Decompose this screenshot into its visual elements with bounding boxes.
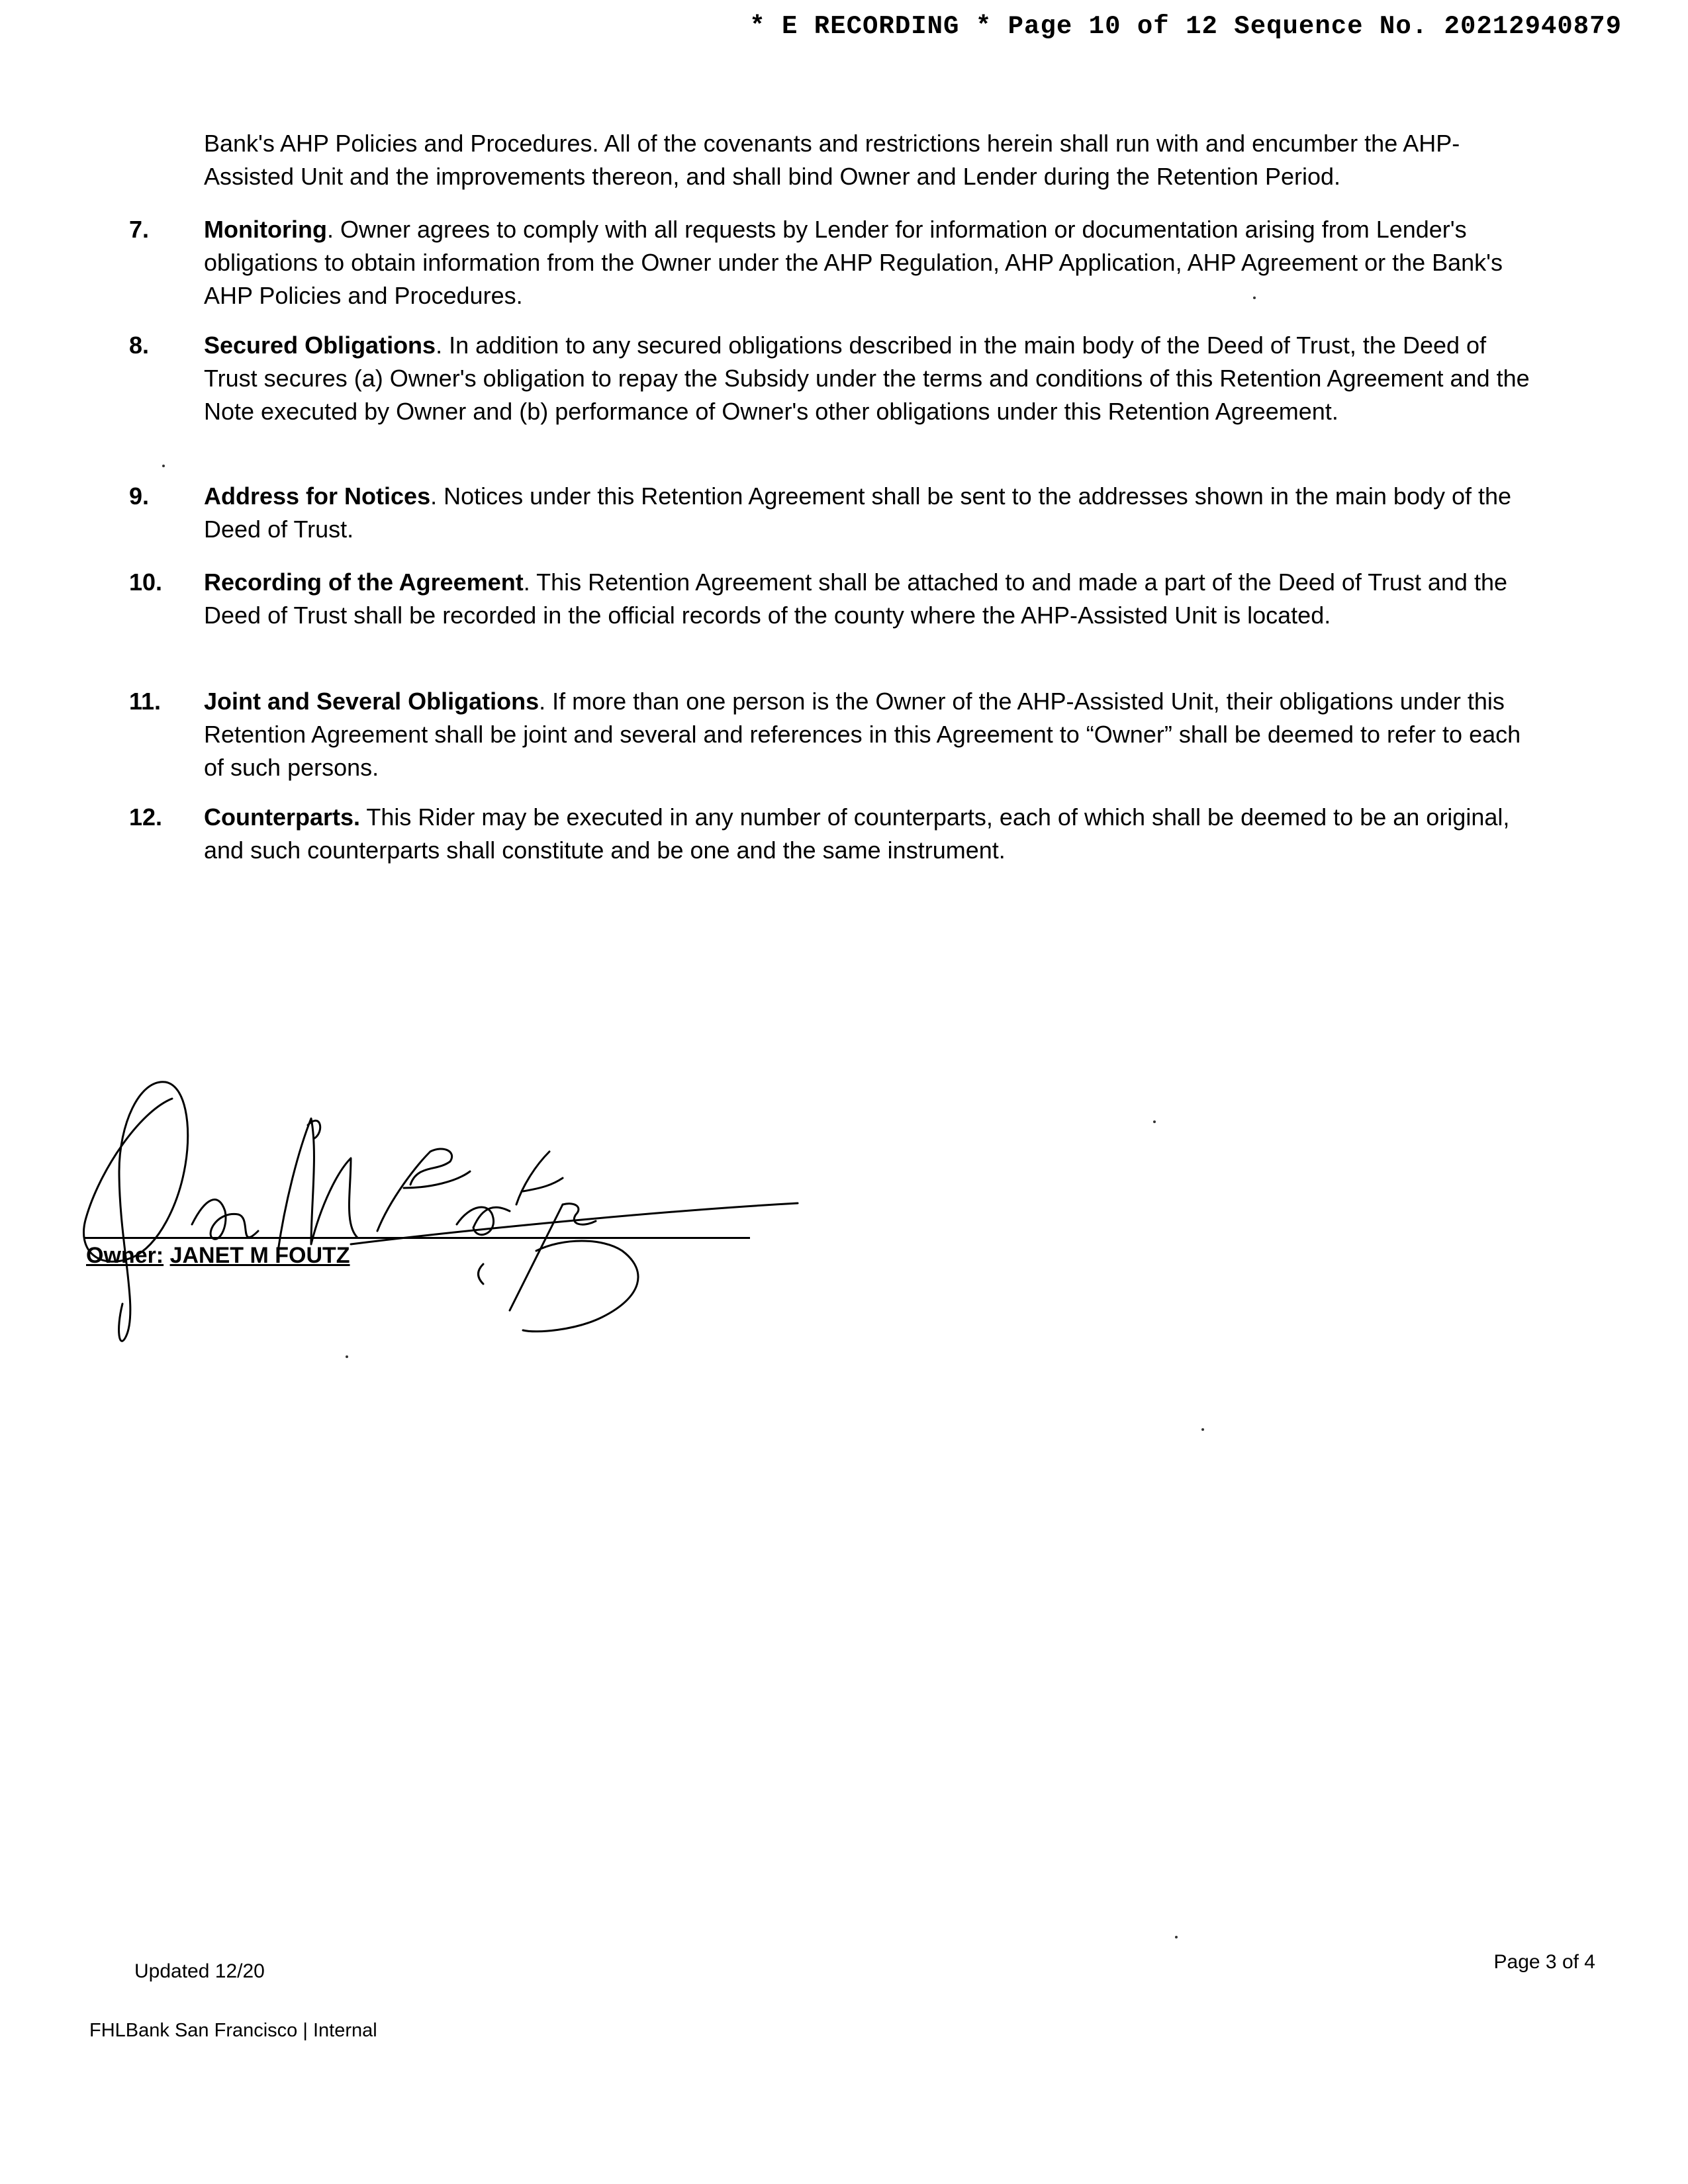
lead-paragraph: Bank's AHP Policies and Procedures. All of the covenants and restrictions herein shall run with and encumber the AHP-Assisted Unit and the improvements thereon, and shall bind Owner and Lender during the Retention Period. — [204, 130, 1460, 190]
clause-title: Recording of the Agreement — [204, 569, 524, 596]
signature-line — [85, 1237, 750, 1239]
clause-number: 7. — [129, 216, 150, 243]
clause-joint-several — [129, 685, 1546, 784]
clause-text: . If more than one person is the Owner of the AHP-Assisted Unit, their obligations under this Retention Agreement shall be joint and several and references in this Agreement to “Owner” shall be deemed to refer to each of such persons. — [204, 688, 1521, 781]
scan-speck — [1253, 296, 1256, 299]
owner-signature-label — [86, 1243, 350, 1269]
clause-number: 11. — [129, 688, 162, 715]
scan-speck — [346, 1355, 348, 1358]
owner-label: Owner: — [86, 1243, 164, 1268]
clause-secured-obligations — [129, 329, 1546, 428]
clause-text: . In addition to any secured obligations described in the main body of the Deed of Trust, the Deed of Trust secures (a) Owner's obligation to repay the Subsidy under the terms and conditions of this Retention Agreement and the Note executed by Owner and (b) performance of Owner's other obligations under this Retention Agreement. — [204, 332, 1530, 425]
clause-recording — [129, 566, 1546, 632]
scan-speck — [1201, 1428, 1204, 1431]
updated-date: Updated 12/20 — [134, 1960, 265, 1982]
handwritten-signature — [60, 1072, 854, 1350]
classification-label: FHLBank San Francisco | Internal — [89, 2020, 377, 2041]
clause-title: Counterparts. — [204, 803, 361, 831]
clause-number: 8. — [129, 332, 150, 359]
clause-title: Secured Obligations — [204, 332, 436, 359]
clause-counterparts — [129, 801, 1546, 867]
recording-header: * E RECORDING * Page 10 of 12 Sequence No. 20212940879 — [749, 12, 1622, 41]
clause-title: Address for Notices — [204, 482, 431, 510]
scan-speck — [1153, 1120, 1156, 1123]
owner-name: JANET M FOUTZ — [169, 1243, 350, 1268]
clause-text: This Rider may be executed in any number of counterparts, each of which shall be deemed to be an original, and such counterparts shall constitute and be one and the same instrument. — [204, 803, 1510, 864]
clause-text: . This Retention Agreement shall be attached to and made a part of the Deed of Trust and the Deed of Trust shall be recorded in the official records of the county where the AHP-Assisted Unit is located. — [204, 569, 1508, 629]
clause-address-for-notices — [129, 480, 1546, 546]
clause-number: 9. — [129, 482, 150, 510]
clause-title: Joint and Several Obligations — [204, 688, 539, 715]
clause-title: Monitoring — [204, 216, 327, 243]
clause-number: 12. — [129, 803, 163, 831]
scan-speck — [162, 465, 165, 467]
clause-monitoring — [129, 213, 1546, 312]
clause-number: 10. — [129, 569, 163, 596]
clause-text: . Notices under this Retention Agreement shall be sent to the addresses shown in the main body of the Deed of Trust. — [204, 482, 1512, 543]
scan-speck — [1175, 1936, 1178, 1938]
clause-text: . Owner agrees to comply with all requests by Lender for information or documentation arising from Lender's obligations to obtain information from the Owner under the AHP Regulation, AHP Application, AHP Agreement or the Bank's AHP Policies and Procedures. — [204, 216, 1503, 309]
page-number: Page 3 of 4 — [1493, 1951, 1595, 1973]
